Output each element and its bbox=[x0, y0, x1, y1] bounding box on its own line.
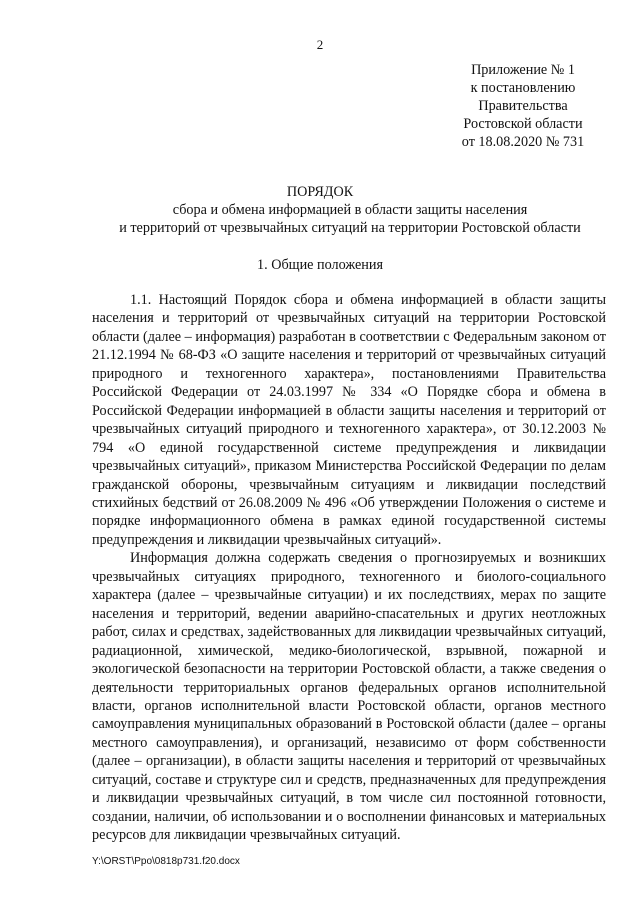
appendix-line: Правительства bbox=[478, 98, 568, 114]
body-text bbox=[92, 291, 606, 845]
appendix-line: Ростовской области bbox=[463, 116, 583, 132]
paragraph: Информация должна содержать сведения о прогнозируемых и возникших чрезвычайных ситуациях природного, техногенного и биолого-социального характера (далее – чрезвычайные ситуации) и их последствиях, мерах по защите населения и территорий, ведении аварийно-спасательных и других неотложных работ, силах и средствах, задействованных для ликвидации чрезвычайных ситуаций, радиационной, химической, медико-биологической, взрывной, пожарной и экологической безопасности на территории Ростовской области, а также сведения о деятельности территориальных органов федеральных органов исполнительной власти, органов исполнительной власти Ростовской области, органов местного самоуправления муниципальных образований в Ростовской области (далее – органы местного самоуправления), и организаций, независимо от форм собственности (далее – организации), в области защиты населения и территорий от чрезвычайных ситуаций, составе и структуре сил и средств, предназначенных для предупреждения и ликвидации чрезвычайных ситуаций, в том числе сил постоянной готовности, создании, наличии, об использовании и о восполнении финансовых и материальных ресурсов для ликвидации чрезвычайных ситуаций. bbox=[92, 550, 606, 844]
subtitle-line: сбора и обмена информацией в области защиты населения bbox=[172, 202, 528, 218]
page-number: 2 bbox=[316, 37, 324, 52]
subtitle-line: и территорий от чрезвычайных ситуаций на территории Ростовской области bbox=[119, 220, 581, 236]
footer-file-path: Y:\ORST\Ppo\0818p731.f20.docx bbox=[92, 856, 240, 867]
paragraph: 1.1. Настоящий Порядок сбора и обмена информацией в области защиты населения и территорий от чрезвычайных ситуаций на территории Ростовской области (далее – информация) разработан в соответствии с Федеральным законом от 21.12.1994 № 68-ФЗ «О защите населения и территорий от чрезвычайных ситуаций природного и техногенного характера», постановлениями Правительства Российской Федерации от 24.03.1997 № 334 «О Порядке сбора и обмена в Российской Федерации информацией в области защиты населения и территорий от чрезвычайных ситуаций природного и техногенного характера», от 30.12.2003 № 794 «О единой государственной системе предупреждения и ликвидации чрезвычайных ситуаций», приказом Министерства Российской Федерации по делам гражданской обороны, чрезвычайным ситуациям и ликвидации последствий стихийных бедствий от 26.08.2009 № 496 «Об утверждении Положения о системе и порядке информационного обмена в рамках единой государственной системы предупреждения и ликвидации чрезвычайных ситуаций». bbox=[92, 292, 606, 548]
appendix-line: от 18.08.2020 № 731 bbox=[461, 134, 585, 150]
appendix-line: Приложение № 1 bbox=[471, 62, 575, 78]
appendix-line: к постановлению bbox=[470, 80, 576, 96]
document-title: ПОРЯДОК bbox=[286, 184, 354, 200]
section-heading: 1. Общие положения bbox=[257, 257, 383, 273]
document-subtitle bbox=[60, 201, 640, 237]
appendix-block bbox=[440, 61, 606, 151]
